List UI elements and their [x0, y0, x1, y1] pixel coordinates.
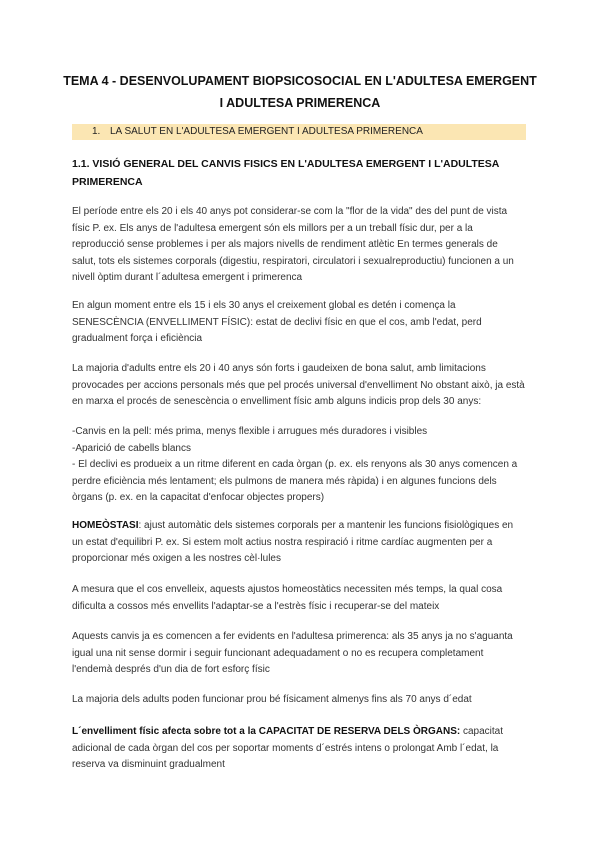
text-line: - El declivi es produeix a un ritme diferent en cada òrgan (p. ex. els renyons als 30 anys comencen a	[72, 459, 518, 470]
text-line	[72, 724, 532, 741]
paragraph-8	[72, 692, 532, 709]
text-line: salut, tots els sistemes corporals (digestiu, respiratori, circulatori i sexualreproductiu) funcionen a un	[72, 255, 514, 267]
text-line: un estat d'equilibri P. ex. Si estem molt actius nostra respiració i ritme cardíac augmenten per a	[72, 536, 493, 548]
term-homeostasi: HOMEÒSTASI	[72, 520, 139, 531]
text-line: en marxa el procés de senescència o envelliment físic amb alguns indicis prop dels 30 anys:	[72, 396, 482, 407]
text-line: A mesura que el cos envelleix, aquests ajustos homeostàtics necessiten més temps, la qual cosa	[72, 584, 503, 595]
text-line: òrgans (p. ex. en la capacitat d'enfocar objectes propers)	[72, 492, 325, 503]
text-line: La majoria d'adults entre els 20 i 40 anys són forts i gaudeixen de bona salut, amb limitacions	[72, 363, 486, 374]
paragraph-reserva	[72, 724, 532, 774]
text-line: igual una nit sense dormir i seguir funcionant adequadament o no es recupera completament	[72, 647, 484, 659]
paragraph-6	[72, 582, 532, 615]
text-line: reproducció sense problemes i per als majors nivells de rendiment atlètic En termes generals de	[72, 239, 498, 250]
term-capacitat-reserva: L´envelliment físic afecta sobre tot a la CAPACITAT DE RESERVA DELS ÒRGANS:	[72, 726, 461, 737]
paragraph-2	[72, 298, 532, 348]
text-line: -Canvis en la pell: més prima, menys flexible i arrugues més duradores i visibles	[72, 426, 428, 437]
subsection-line-2: PRIMERENCA	[72, 176, 143, 188]
text-line: dificulta a cossos més envellits l'adaptar-se a l'estrès físic i recuperar-se del mateix	[72, 600, 440, 612]
subsection-heading	[72, 155, 532, 191]
text-line: reserva va disminuint gradualment	[72, 759, 225, 770]
text-line: perdre eficiència més lentament; els pulmons de manera més ràpida) i en algunes funcions dels	[72, 475, 497, 487]
text-line: físic P. ex. Els anys de l'adultesa emergent són els millors per a un treball físic dur, per a la	[72, 222, 473, 234]
document-title	[60, 70, 540, 114]
text-line: provocades per accions personals més que pel procés universal d'envelliment No obstant això, ja està	[72, 379, 525, 391]
section-heading	[72, 124, 526, 140]
paragraph-7	[72, 629, 532, 679]
section-number: 1.	[92, 126, 101, 137]
text-line: gradualment força i eficiència	[72, 333, 203, 344]
text-line: proporcionar més oxigen a les nostres cèl·lules	[72, 553, 281, 564]
text-line: La majoria dels adults poden funcionar prou bé físicament almenys fins als 70 anys d´edat	[72, 694, 472, 705]
text-line: Aquests canvis ja es comencen a fer evidents en l'adultesa primerenca: als 35 anys ja no s'aguanta	[72, 631, 513, 642]
title-line-1: TEMA 4 - DESENVOLUPAMENT BIOPSICOSOCIAL EN L'ADULTESA EMERGENT	[63, 74, 537, 88]
text-line: SENESCÈNCIA (ENVELLIMENT FÍSIC): estat de declivi físic en que el cos, amb l'edat, perd	[72, 316, 482, 328]
text-line: El període entre els 20 i els 40 anys pot considerar-se com la "flor de la vida" des del punt de vista	[72, 206, 508, 217]
paragraph-3	[72, 361, 532, 411]
title-line-2: I ADULTESA PRIMERENCA	[219, 96, 381, 110]
paragraph-homeostasi	[72, 518, 532, 568]
text-line: -Aparició de cabells blancs	[72, 442, 191, 454]
text-line: adicional de cada òrgan del cos per soportar moments d´estrés intens o prolongat Amb l´edat, la	[72, 742, 499, 754]
text-line: l'endemà després d'un dia de fort esforç físic	[72, 664, 270, 675]
section-heading-text: LA SALUT EN L'ADULTESA EMERGENT I ADULTESA PRIMERENCA	[110, 126, 423, 137]
text-line	[72, 518, 532, 535]
text-fragment: : ajust automàtic dels sistemes corporals per a mantenir les funcions fisiològiques en	[138, 520, 514, 531]
text-fragment: capacitat	[460, 726, 504, 737]
paragraph-4	[72, 424, 532, 507]
text-line: nivell òptim durant l´adultesa emergent i primerenca	[72, 272, 303, 283]
paragraph-1	[72, 204, 532, 287]
subsection-line-1: 1.1. VISIÓ GENERAL DEL CANVIS FISICS EN L'ADULTESA EMERGENT I L'ADULTESA	[72, 158, 500, 170]
text-line: En algun moment entre els 15 i els 30 anys el creixement global es detén i comença la	[72, 300, 456, 311]
